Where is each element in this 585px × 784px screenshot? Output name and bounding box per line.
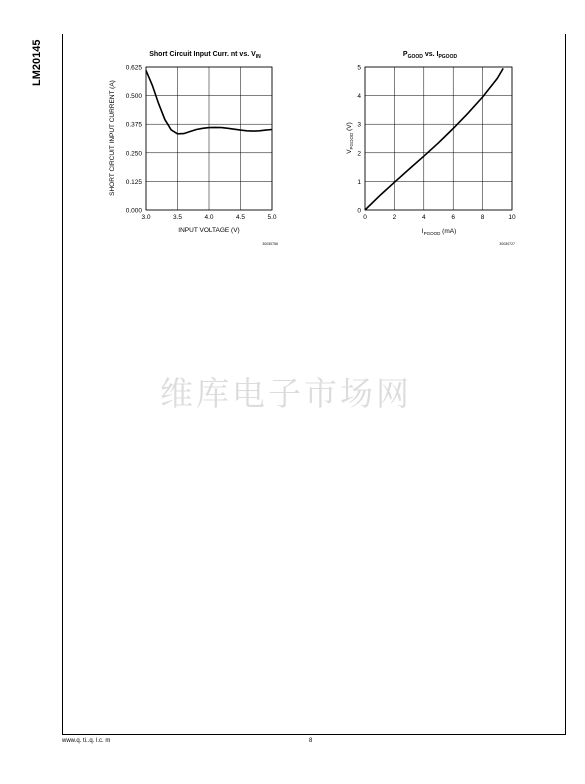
chart1-y-tick: 0.375 (125, 121, 142, 129)
chart1-x-tick: 3.0 (141, 214, 151, 221)
footer-url: www.q. ti..q. l.c. m (62, 738, 111, 744)
chart2-y-tick: 5 (357, 64, 361, 72)
chart2-y-tick-labels (357, 65, 361, 215)
chart2-x-label-sub: PGOOD (423, 231, 441, 236)
chart2-title-p: P (402, 51, 408, 58)
chart1-grid (146, 67, 272, 210)
chart2-y-tick: 0 (357, 207, 361, 215)
chart1-x-tick: 3.5 (172, 214, 183, 221)
chart2-title-i-sub: PGOOD (438, 54, 458, 60)
chart1-y-tick-labels (126, 65, 143, 215)
short-circuit-current-chart (100, 40, 290, 255)
chart1-y-tick: 0.625 (125, 64, 142, 72)
chart1-y-tick: 0.250 (125, 150, 142, 158)
chart2-y-label-main: V (346, 149, 353, 154)
chart2-title (403, 51, 458, 60)
chart1-code: 30030756 (262, 242, 278, 246)
chart2-x-tick: 0 (363, 214, 367, 221)
chart1-x-tick: 5.0 (267, 214, 277, 221)
chart2-x-tick: 4 (421, 214, 426, 221)
chart1-x-tick: 4.0 (204, 214, 214, 221)
chart2-title-vs: vs. I (422, 51, 439, 58)
chart1-x-tick-labels (141, 214, 276, 221)
chart2-y-label-tail: (V) (346, 122, 353, 133)
chart2-x-tick: 8 (480, 214, 485, 221)
watermark: 维库电子市场网 (160, 374, 412, 413)
chart1-title (149, 51, 261, 60)
chart1-x-label: INPUT VOLTAGE (V) (178, 227, 240, 234)
chart1-y-label: SHORT CIRCUIT INPUT CURRENT (A) (109, 80, 116, 196)
chart2-x-tick-labels (363, 214, 516, 221)
part-number: LM20145 (31, 39, 43, 86)
chart2-y-tick: 2 (357, 150, 361, 158)
chart2-code: 30030727 (499, 242, 515, 246)
chart2-y-label-sub: PGOOD (349, 132, 354, 150)
chart2-x-tick: 2 (392, 214, 397, 221)
chart1-y-tick: 0.500 (125, 93, 142, 101)
chart2-y-tick: 3 (357, 121, 361, 129)
chart2-y-tick: 1 (357, 178, 361, 186)
chart2-y-tick: 4 (357, 93, 361, 101)
chart1-title-main: Short Circuit Input Curr. nt vs. V (149, 51, 256, 58)
chart2-x-tick: 10 (508, 214, 516, 221)
chart2-x-tick: 6 (451, 214, 456, 221)
chart2-x-label-main: I (421, 228, 424, 235)
chart2-x-label-tail: (mA) (440, 228, 457, 235)
chart1-title-sub: IN (255, 54, 261, 60)
chart1-y-tick: 0.000 (125, 207, 142, 215)
chart2-x-label (422, 228, 456, 236)
chart1-x-tick: 4.5 (235, 214, 246, 221)
chart1-y-tick: 0.125 (125, 178, 142, 186)
chart2-y-label (346, 122, 354, 154)
footer-page-number: 8 (309, 738, 313, 744)
pgood-chart (335, 40, 525, 255)
chart2-title-p-sub: GOOD (407, 54, 423, 60)
